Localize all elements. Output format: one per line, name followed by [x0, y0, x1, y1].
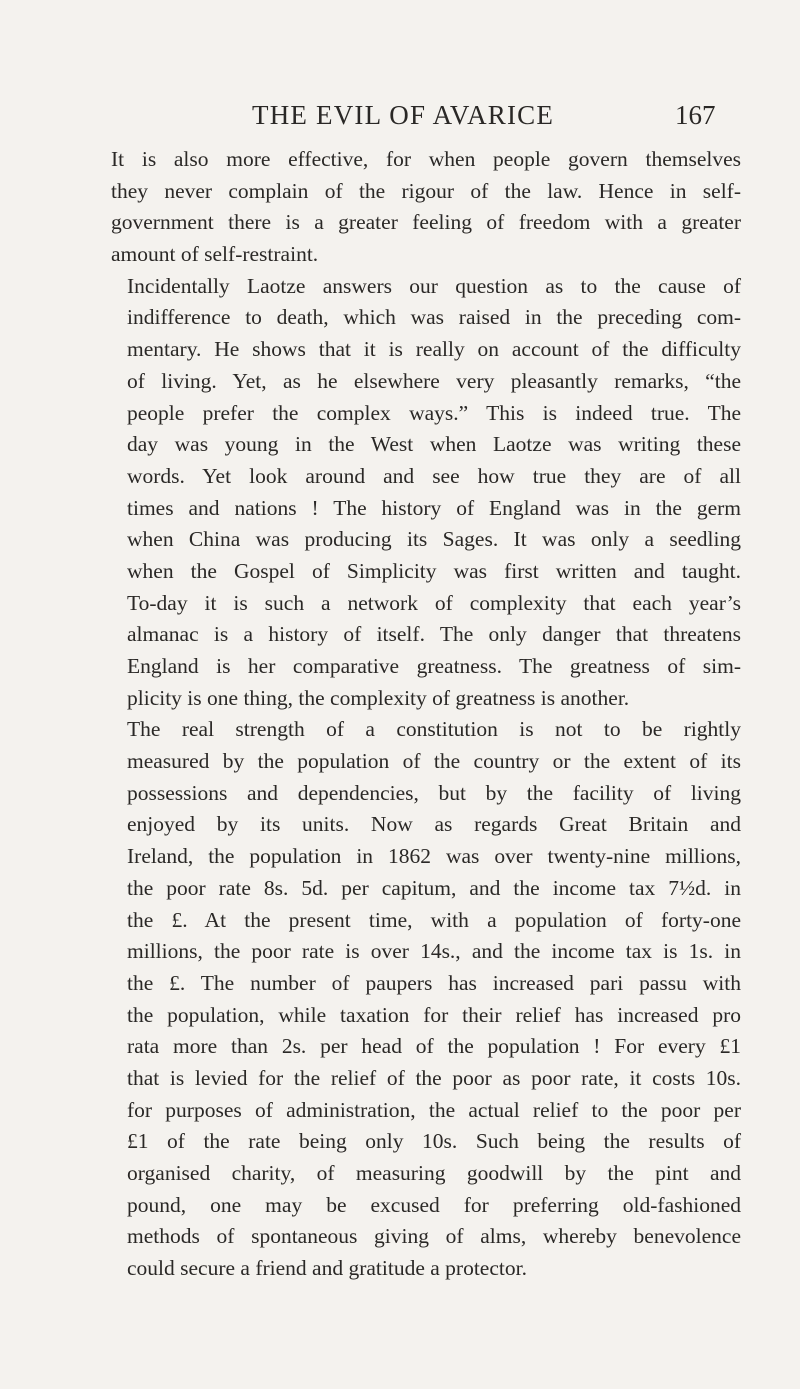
- text-line: the £. The number of paupers has increased pari passu with: [127, 970, 741, 995]
- text-line: mentary. He shows that it is really on account of the difficulty: [127, 337, 741, 362]
- text-line: enjoyed by its units. Now as regards Great Britain and: [127, 812, 741, 837]
- paragraph: [111, 271, 741, 715]
- text-line: when the Gospel of Simplicity was first written and taught.: [127, 558, 741, 583]
- text-line: To-day it is such a network of complexity that each year’s: [127, 590, 741, 615]
- text-line: times and nations ! The history of England was in the germ: [127, 495, 741, 520]
- text-line: could secure a friend and gratitude a protector.: [127, 1256, 527, 1281]
- text-line: £1 of the rate being only 10s. Such being the results of: [127, 1129, 741, 1154]
- page-number: 167: [675, 100, 716, 130]
- text-line: words. Yet look around and see how true they are of all: [127, 463, 741, 488]
- text-line: amount of self-restraint.: [111, 242, 319, 267]
- text-line: rata more than 2s. per head of the population ! For every £1: [127, 1034, 741, 1059]
- paragraph: [111, 144, 741, 271]
- text-line: they never complain of the rigour of the law. Hence in self-: [111, 178, 741, 203]
- text-line: England is her comparative greatness. The greatness of sim-: [127, 654, 741, 678]
- text-line: possessions and dependencies, but by the facility of living: [127, 780, 741, 805]
- text-line: the poor rate 8s. 5d. per capitum, and the income tax 7½d. in: [127, 875, 741, 900]
- text-line: when China was producing its Sages. It was only a seedling: [127, 527, 741, 552]
- text-line: that is levied for the relief of the poor as poor rate, it costs 10s.: [127, 1065, 741, 1090]
- text-line: indifference to death, which was raised in the preceding com-: [127, 305, 741, 330]
- text-line: the £. At the present time, with a population of forty-one: [127, 907, 741, 932]
- paragraph: [111, 714, 741, 1284]
- text-line: for purposes of administration, the actual relief to the poor per: [127, 1097, 741, 1122]
- text-line: government there is a greater feeling of freedom with a greater: [111, 210, 741, 235]
- running-title: THE EVIL OF AVARICE: [252, 100, 555, 130]
- text-line: pound, one may be excused for preferring old-fashioned: [127, 1192, 741, 1217]
- text-line: organised charity, of measuring goodwill by the pint and: [127, 1161, 741, 1185]
- text-line: It is also more effective, for when people govern themselves: [111, 147, 741, 171]
- text-line: Incidentally Laotze answers our question as to the cause of: [127, 273, 741, 298]
- text-line: plicity is one thing, the complexity of greatness is another.: [127, 685, 630, 710]
- text-line: measured by the population of the country or the extent of its: [127, 749, 741, 774]
- text-line: almanac is a history of itself. The only danger that threatens: [127, 622, 741, 647]
- text-line: The real strength of a constitution is not to be rightly: [127, 717, 741, 742]
- text-line: millions, the poor rate is over 14s., and the income tax is 1s. in: [127, 939, 741, 964]
- text-line: of living. Yet, as he elsewhere very pleasantly remarks, “the: [127, 368, 741, 393]
- text-line: day was young in the West when Laotze was writing these: [127, 432, 741, 457]
- text-line: the population, while taxation for their relief has increased pro: [127, 1002, 741, 1027]
- text-line: methods of spontaneous giving of alms, whereby benevolence: [127, 1224, 741, 1249]
- text-line: Ireland, the population in 1862 was over twenty-nine millions,: [127, 844, 741, 869]
- text-line: people prefer the complex ways.” This is indeed true. The: [127, 400, 741, 425]
- body-text: [111, 144, 741, 1285]
